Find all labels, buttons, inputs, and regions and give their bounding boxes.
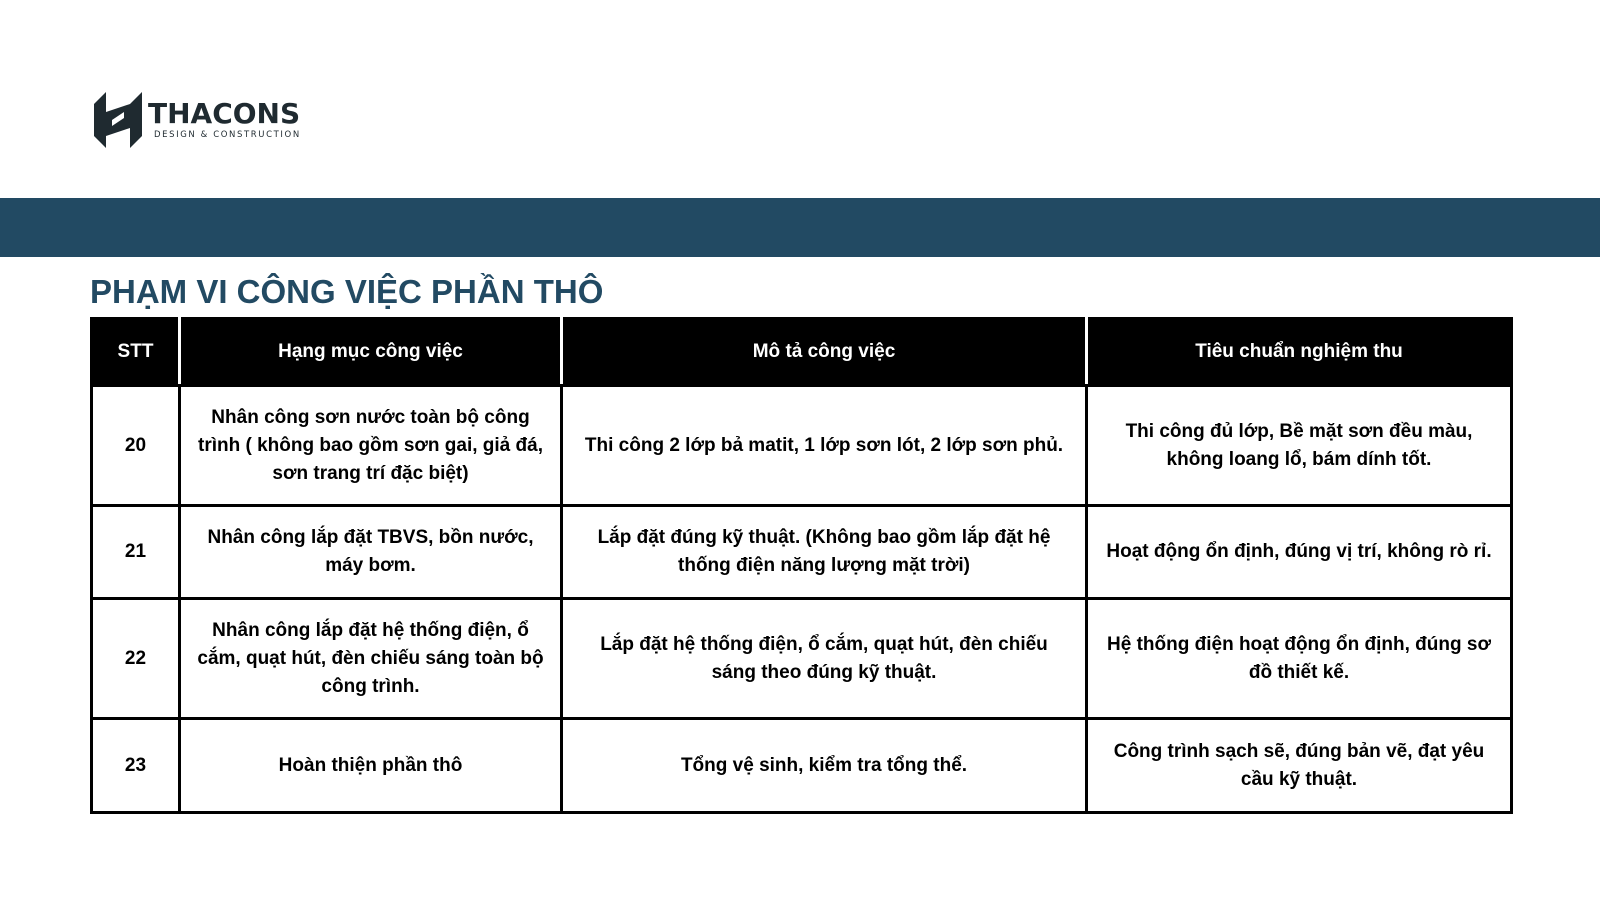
logo-mark-icon (92, 90, 144, 150)
header-stt: STT (92, 319, 180, 386)
cell-standard: Hoạt động ổn định, đúng vị trí, không rò rỉ. (1087, 506, 1512, 599)
logo-tagline: DESIGN & CONSTRUCTION (154, 130, 301, 140)
cell-stt: 23 (92, 719, 180, 813)
page-title: PHẠM VI CÔNG VIỆC PHẦN THÔ (90, 273, 604, 310)
cell-description: Lắp đặt hệ thống điện, ổ cắm, quạt hút, đèn chiếu sáng theo đúng kỹ thuật. (562, 599, 1087, 719)
header-standard: Tiêu chuẩn nghiệm thu (1087, 319, 1512, 386)
table-row (92, 599, 1512, 719)
company-logo (92, 90, 301, 150)
table-row (92, 386, 1512, 506)
cell-standard: Thi công đủ lớp, Bề mặt sơn đều màu, không loang lổ, bám dính tốt. (1087, 386, 1512, 506)
table-header-row (92, 319, 1512, 386)
table-row (92, 719, 1512, 813)
cell-description: Thi công 2 lớp bả matit, 1 lớp sơn lót, 2 lớp sơn phủ. (562, 386, 1087, 506)
cell-standard: Hệ thống điện hoạt động ổn định, đúng sơ đồ thiết kế. (1087, 599, 1512, 719)
header-band (0, 198, 1600, 257)
cell-item: Nhân công lắp đặt hệ thống điện, ổ cắm, quạt hút, đèn chiếu sáng toàn bộ công trình. (180, 599, 562, 719)
cell-description: Tổng vệ sinh, kiểm tra tổng thể. (562, 719, 1087, 813)
cell-stt: 22 (92, 599, 180, 719)
cell-item: Nhân công sơn nước toàn bộ công trình ( không bao gồm sơn gai, giả đá, sơn trang trí đặc biệt) (180, 386, 562, 506)
logo-name: THACONS (148, 97, 301, 130)
cell-item: Hoàn thiện phần thô (180, 719, 562, 813)
table-row (92, 506, 1512, 599)
scope-table (90, 317, 1513, 814)
cell-stt: 20 (92, 386, 180, 506)
header-item: Hạng mục công việc (180, 319, 562, 386)
cell-item: Nhân công lắp đặt TBVS, bồn nước, máy bơm. (180, 506, 562, 599)
cell-description: Lắp đặt đúng kỹ thuật. (Không bao gồm lắp đặt hệ thống điện năng lượng mặt trời) (562, 506, 1087, 599)
cell-stt: 21 (92, 506, 180, 599)
cell-standard: Công trình sạch sẽ, đúng bản vẽ, đạt yêu cầu kỹ thuật. (1087, 719, 1512, 813)
header-description: Mô tả công việc (562, 319, 1087, 386)
